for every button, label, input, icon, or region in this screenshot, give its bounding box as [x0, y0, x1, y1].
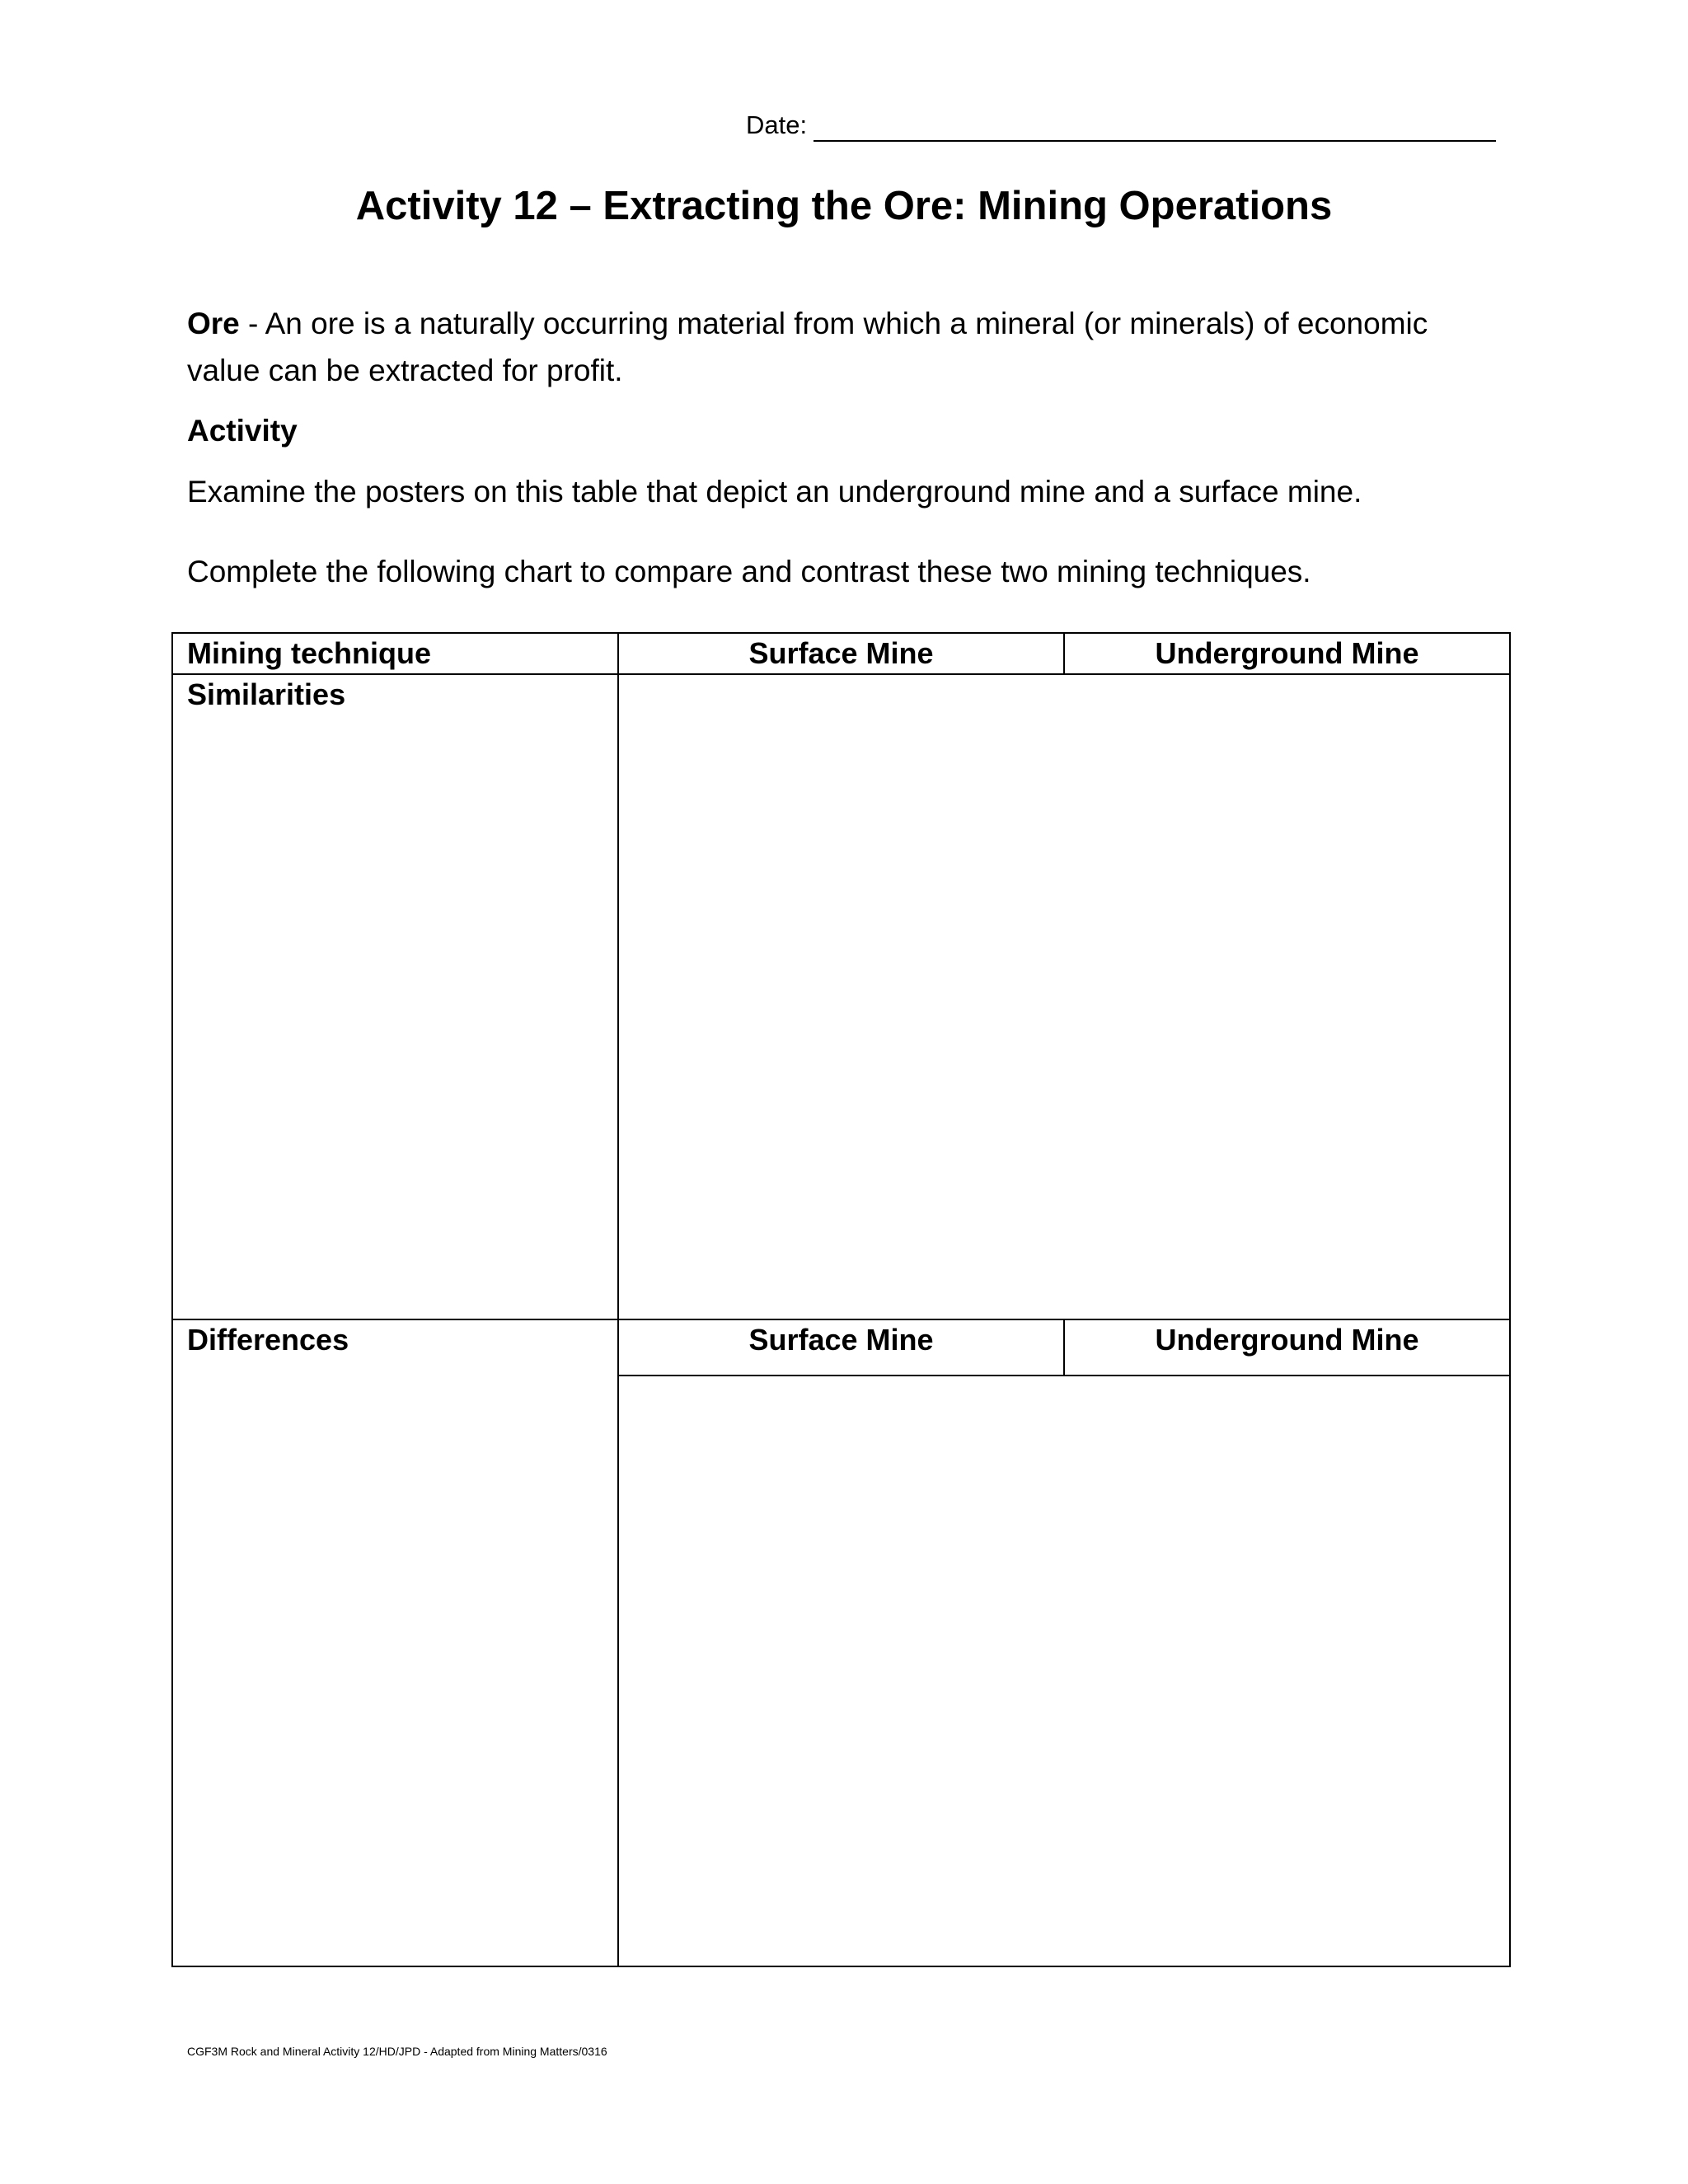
table-border-left [171, 632, 173, 1967]
comparison-table [171, 632, 1511, 1967]
date-blank-line[interactable] [814, 115, 1496, 142]
differences-surface-mine: Surface Mine [748, 1323, 934, 1357]
ore-definition-paragraph [187, 300, 1506, 394]
instruction-complete: Complete the following chart to compare and contrast these two mining techniques. [187, 555, 1311, 588]
similarities-answer-area[interactable] [619, 675, 1509, 1319]
date-label: Date: [746, 110, 808, 139]
differences-answer-area[interactable] [619, 1376, 1509, 1966]
instruction-examine: Examine the posters on this table that depict an underground mine and a surface mine. [187, 475, 1362, 509]
footer-note: CGF3M Rock and Mineral Activity 12/HD/JPD - Adapted from Mining Matters/0316 [187, 2045, 607, 2058]
table-border-right [1509, 632, 1511, 1967]
differences-label: Differences [187, 1323, 349, 1357]
ore-term: Ore [187, 307, 240, 340]
date-field[interactable] [746, 109, 1496, 142]
header-underground-mine: Underground Mine [1155, 636, 1419, 670]
activity-heading: Activity [187, 414, 298, 448]
differences-underground-mine: Underground Mine [1155, 1323, 1419, 1357]
ore-definition: - An ore is a naturally occurring material from which a mineral (or minerals) of economic value can be extracted for profit. [187, 307, 1428, 387]
header-surface-mine: Surface Mine [748, 636, 934, 670]
header-mining-technique: Mining technique [187, 636, 431, 670]
similarities-label: Similarities [187, 677, 346, 711]
page-title: Activity 12 – Extracting the Ore: Mining Operations [355, 184, 1333, 228]
table-border-bottom [171, 1966, 1511, 1967]
